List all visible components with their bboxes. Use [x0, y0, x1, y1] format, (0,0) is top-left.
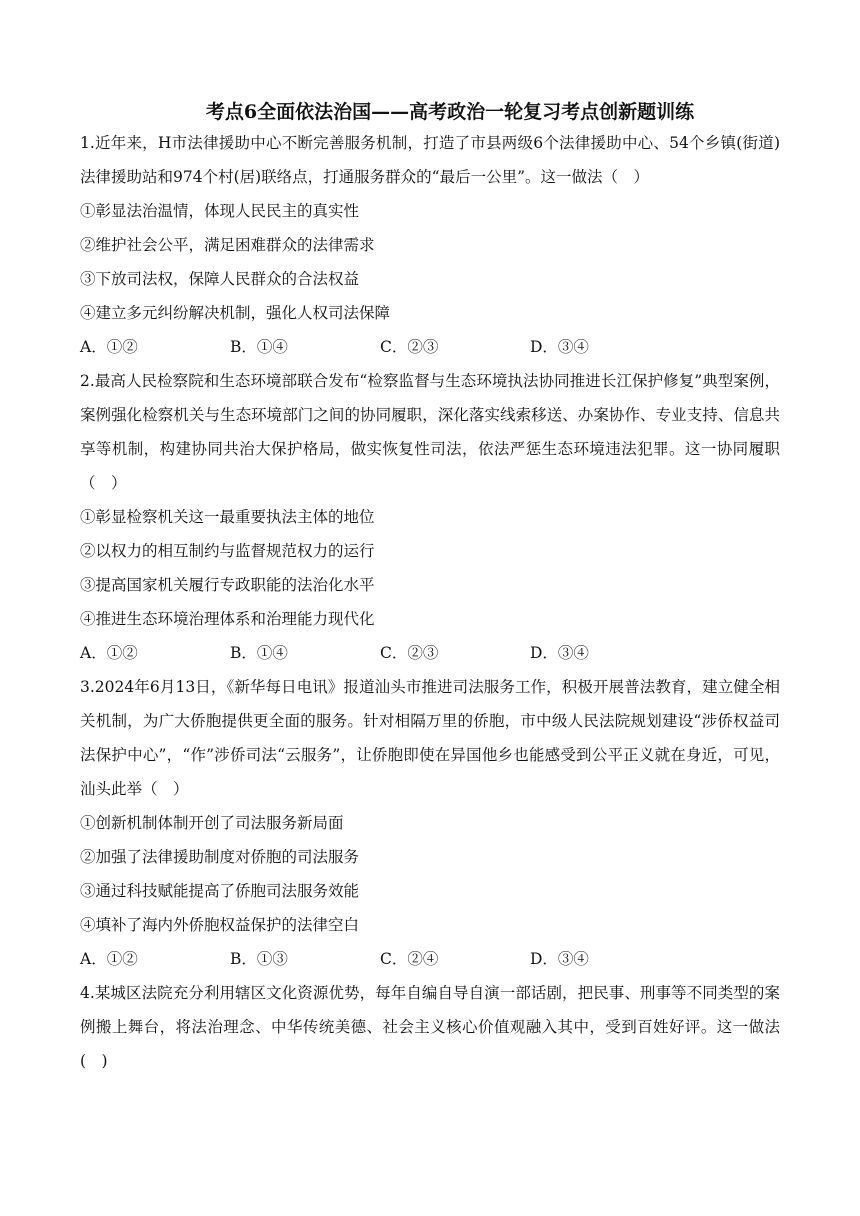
statement-option: ②加强了法律援助制度对侨胞的司法服务	[80, 848, 360, 866]
statement-option: ③提高国家机关履行专政职能的法治化水平	[80, 576, 375, 594]
answer-choices	[80, 636, 780, 670]
answer-choices	[80, 330, 780, 364]
question-3	[80, 670, 780, 976]
question-stem: 3.2024年6月13日，《新华每日电讯》报道汕头市推进司法服务工作，积极开展普法教育，建立健全相关机制，为广大侨胞提供更全面的服务。针对相隔万里的侨胞，市中级人民法院规划建设“涉侨权益司法保护中心”，“作”涉侨司法“云服务”，让侨胞即使在异国他乡也能感受到公平正义就在身近，可见，汕头此举（ ）	[80, 678, 780, 798]
statement-option: ②以权力的相互制约与监督规范权力的运行	[80, 542, 375, 560]
question-stem: 2.最高人民检察院和生态环境部联合发布“检察监督与生态环境执法协同推进长江保护修复”典型案例，案例强化检察机关与生态环境部门之间的协同履职，深化落实线索移送、办案协作、专业支持、信息共享等机制，构建协同共治大保护格局，做实恢复性司法，依法严惩生态环境违法犯罪。这一协同履职（ ）	[80, 372, 780, 492]
choice-d: D．③④	[530, 338, 589, 356]
statement-option: ④推进生态环境治理体系和治理能力现代化	[80, 610, 375, 628]
question-4	[80, 976, 780, 1078]
question-2	[80, 364, 780, 670]
choice-d: D．③④	[530, 644, 589, 662]
statement-option: ③下放司法权，保障人民群众的合法权益	[80, 270, 360, 288]
choice-b: B．①③	[230, 950, 288, 968]
statement-option: ①彰显法治温情，体现人民民主的真实性	[80, 202, 360, 220]
choice-c: C．②③	[380, 338, 439, 356]
question-stem: 1.近年来，H市法律援助中心不断完善服务机制，打造了市县两级6个法律援助中心、54个乡镇(街道)法律援助站和974个村(居)联络点，打通服务群众的“最后一公里”。这一做法（ ）	[80, 134, 780, 186]
page-title: 考点6全面依法治国——高考政治一轮复习考点创新题训练	[205, 101, 695, 123]
choice-a: A．①②	[80, 338, 138, 356]
statement-option: ②维护社会公平，满足困难群众的法律需求	[80, 236, 375, 254]
statement-option: ③通过科技赋能提高了侨胞司法服务效能	[80, 882, 360, 900]
choice-a: A．①②	[80, 644, 138, 662]
question-stem: 4.某城区法院充分利用辖区文化资源优势，每年自编自导自演一部话剧，把民事、刑事等不同类型的案例搬上舞台，将法治理念、中华传统美德、社会主义核心价值观融入其中，受到百姓好评。这一做法( )	[80, 984, 780, 1070]
choice-b: B．①④	[230, 338, 288, 356]
document-page	[80, 98, 780, 1078]
choice-c: C．②④	[380, 950, 439, 968]
choice-a: A．①②	[80, 950, 138, 968]
choice-b: B．①④	[230, 644, 288, 662]
answer-choices	[80, 942, 780, 976]
question-1	[80, 126, 780, 364]
choice-d: D．③④	[530, 950, 589, 968]
statement-option: ④建立多元纠纷解决机制，强化人权司法保障	[80, 304, 391, 322]
statement-option: ①创新机制体制开创了司法服务新局面	[80, 814, 344, 832]
statement-option: ④填补了海内外侨胞权益保护的法律空白	[80, 916, 360, 934]
choice-c: C．②③	[380, 644, 439, 662]
statement-option: ①彰显检察机关这一最重要执法主体的地位	[80, 508, 375, 526]
